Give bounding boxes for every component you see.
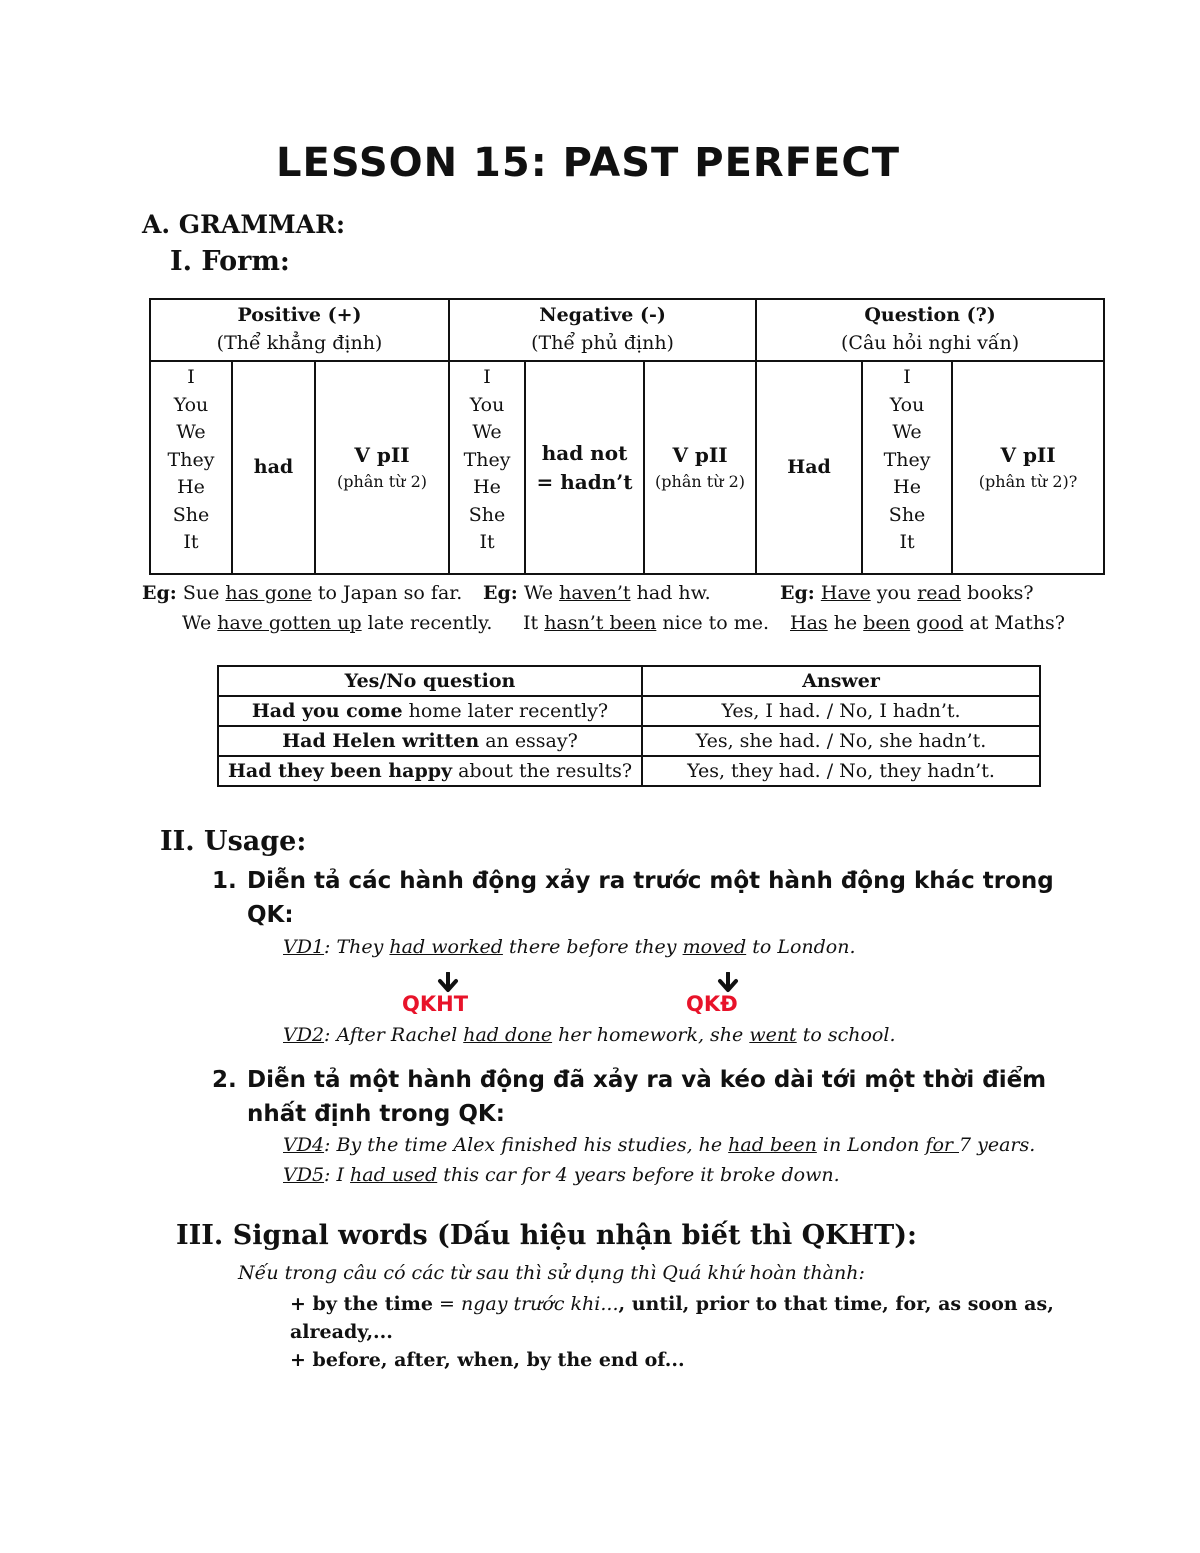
usage-item-1-line1: Diễn tả các hành động xảy ra trước một hành động khác trong (247, 868, 1054, 894)
vd-label: VD1 (283, 936, 325, 958)
yn-answer: Yes, they had. / No, they hadn’t. (642, 756, 1040, 786)
negative-pronouns (449, 361, 525, 574)
vd-underlined: for (925, 1134, 959, 1156)
pronoun: It (183, 531, 199, 554)
pronoun: I (187, 366, 195, 388)
pronoun: They (167, 448, 215, 471)
vd-text: : I (324, 1164, 351, 1186)
example-vd1 (283, 936, 856, 958)
eg-text: books? (961, 582, 1034, 604)
pronoun: I (903, 366, 911, 388)
negative-subtitle: (Thể phủ định) (531, 332, 674, 354)
page-title: LESSON 15: PAST PERFECT (276, 140, 900, 186)
eg-text: We (182, 612, 218, 634)
col-header-answer: Answer (642, 666, 1040, 696)
signal-term: + by the time (290, 1293, 433, 1315)
pronoun: He (893, 476, 921, 499)
down-arrow-icon (710, 972, 746, 994)
verb-label: V pII (672, 443, 728, 468)
vd-text: : By the time Alex finished his studies, he (324, 1134, 729, 1156)
eg-underlined: Have (820, 582, 871, 604)
usage-item-2-line1: Diễn tả một hành động đã xảy ra và kéo dài tới một thời điểm (247, 1067, 1047, 1093)
vd-underlined: went (749, 1024, 797, 1046)
eg-underlined: have gotten up (217, 612, 362, 634)
vd-label: VD5 (283, 1164, 325, 1186)
positive-title: Positive (+) (237, 304, 362, 327)
signal-list (290, 1290, 1090, 1374)
signal-term: , after, when, by the end of... (380, 1349, 685, 1371)
vd-text: : They (324, 936, 390, 958)
verb-note-question: (phân từ 2)? (978, 472, 1078, 492)
signal-note: = ngay trước khi... (432, 1293, 619, 1315)
example-vd4 (283, 1134, 1035, 1156)
usage-heading: II. Usage: (160, 826, 307, 857)
vd-underlined: had been (728, 1134, 817, 1156)
pronoun: You (173, 393, 209, 416)
pronoun: You (889, 393, 925, 416)
pronoun: It (479, 531, 495, 554)
signal-intro: Nếu trong câu có các từ sau thì sử dụng thì Quá khứ hoàn thành: (238, 1262, 865, 1284)
usage-item-1-number: 1. (212, 868, 237, 894)
yn-question-bold: Had they been happy (227, 760, 453, 782)
eg-text: he (827, 612, 864, 634)
annotation-qkht: QKHT (402, 992, 469, 1016)
pronoun: She (888, 503, 926, 526)
example-vd5 (283, 1164, 840, 1186)
question-subtitle: (Câu hỏi nghi vấn) (841, 332, 1020, 354)
positive-verb (315, 361, 449, 574)
eg-text: to Japan so far. (311, 582, 463, 604)
vd-text: in London (816, 1134, 926, 1156)
vd-underlined: had worked (389, 936, 503, 958)
example-negative (483, 578, 769, 638)
eg-underlined: has gone (225, 582, 312, 604)
verb-label: V pII (1000, 443, 1056, 468)
vd-underlined: moved (682, 936, 747, 958)
eg-text: at Maths? (963, 612, 1065, 634)
negative-verb (644, 361, 756, 574)
vd-underlined: had used (350, 1164, 438, 1186)
vd-text: to London. (746, 936, 856, 958)
example-vd2 (283, 1024, 895, 1046)
pronoun: They (883, 448, 931, 471)
eg-underlined: good (916, 612, 964, 634)
pronoun: I (483, 366, 491, 388)
example-question (780, 578, 1065, 638)
section-a-heading: A. GRAMMAR: (142, 210, 346, 239)
vd-label: VD2 (283, 1024, 325, 1046)
usage-item-2-line2: nhất định trong QK: (247, 1101, 505, 1127)
negative-header (449, 299, 756, 361)
yn-answer: Yes, she had. / No, she hadn’t. (642, 726, 1040, 756)
vd-text: her homework, she (552, 1024, 750, 1046)
annotation-qkd: QKĐ (686, 992, 738, 1016)
question-title: Question (?) (864, 304, 996, 327)
eg-underlined: hasn’t been (544, 612, 657, 634)
pronoun: They (463, 448, 511, 471)
eg-text: It (523, 612, 545, 634)
yn-question-bold: Had you come (251, 700, 403, 722)
usage-item-2 (247, 1063, 1127, 1131)
vd-text: : After Rachel (324, 1024, 464, 1046)
pronoun: He (473, 476, 501, 499)
signal-term: + before (290, 1349, 381, 1371)
yn-question (218, 696, 642, 726)
yn-question (218, 756, 642, 786)
usage-item-1 (247, 864, 1127, 932)
example-positive (142, 578, 492, 638)
verb-label: V pII (354, 443, 410, 468)
positive-aux: had (232, 361, 315, 574)
eg-label: Eg: (780, 582, 815, 604)
yes-no-table (217, 665, 1041, 787)
pronoun: She (172, 503, 210, 526)
eg-underlined: read (917, 582, 962, 604)
table-row (218, 726, 1040, 756)
eg-underlined: been (863, 612, 911, 634)
form-heading: I. Form: (170, 246, 290, 277)
table-row (218, 696, 1040, 726)
yn-answer: Yes, I had. / No, I hadn’t. (642, 696, 1040, 726)
question-verb (952, 361, 1104, 574)
down-arrow-icon (430, 972, 466, 994)
usage-item-2-number: 2. (212, 1067, 237, 1093)
eg-underlined: Has (790, 612, 828, 634)
form-table (149, 298, 1105, 575)
eg-text: Sue (182, 582, 226, 604)
pronoun: You (469, 393, 505, 416)
vd-underlined: had done (463, 1024, 553, 1046)
signal-term: , until, prior to that time, for, as soon as, (618, 1293, 1054, 1315)
col-header-question: Yes/No question (218, 666, 642, 696)
question-aux: Had (756, 361, 862, 574)
yn-question-rest: an essay? (479, 730, 578, 752)
positive-header (150, 299, 449, 361)
vd-text: this car for 4 years before it broke down. (437, 1164, 840, 1186)
verb-note: (phân từ 2) (337, 472, 427, 492)
pronoun: We (472, 421, 502, 444)
question-header (756, 299, 1104, 361)
verb-note: (phân từ 2) (655, 472, 746, 492)
eg-text: nice to me. (656, 612, 770, 634)
vd-label: VD4 (283, 1134, 325, 1156)
yn-question-bold: Had Helen written (282, 730, 480, 752)
vd-text: 7 years. (959, 1134, 1036, 1156)
eg-label: Eg: (483, 582, 518, 604)
positive-pronouns (150, 361, 232, 574)
eg-text: you (870, 582, 918, 604)
usage-item-1-line2: QK: (247, 902, 294, 928)
eg-underlined: haven’t (559, 582, 631, 604)
positive-subtitle: (Thể khẳng định) (216, 332, 383, 354)
yn-question-rest: home later recently? (402, 700, 609, 722)
yn-question (218, 726, 642, 756)
pronoun: It (899, 531, 915, 554)
negative-title: Negative (-) (539, 304, 666, 327)
yn-question-rest: about the results? (452, 760, 633, 782)
eg-label: Eg: (142, 582, 177, 604)
question-pronouns (862, 361, 952, 574)
pronoun: We (892, 421, 922, 444)
pronoun: We (176, 421, 206, 444)
eg-text: We (523, 582, 560, 604)
eg-text: had hw. (630, 582, 711, 604)
vd-text: there before they (502, 936, 683, 958)
pronoun: She (468, 503, 506, 526)
eg-text: late recently. (361, 612, 493, 634)
pronoun: He (177, 476, 205, 499)
vd-text: to school. (796, 1024, 896, 1046)
neg-aux-line2: = hadn’t (536, 469, 633, 494)
signal-words-heading: III. Signal words (Dấu hiệu nhận biết thì QKHT): (176, 1220, 917, 1251)
negative-aux (525, 361, 644, 574)
table-row (218, 756, 1040, 786)
signal-term: already,... (290, 1321, 393, 1343)
neg-aux-line1: had not (541, 440, 628, 465)
